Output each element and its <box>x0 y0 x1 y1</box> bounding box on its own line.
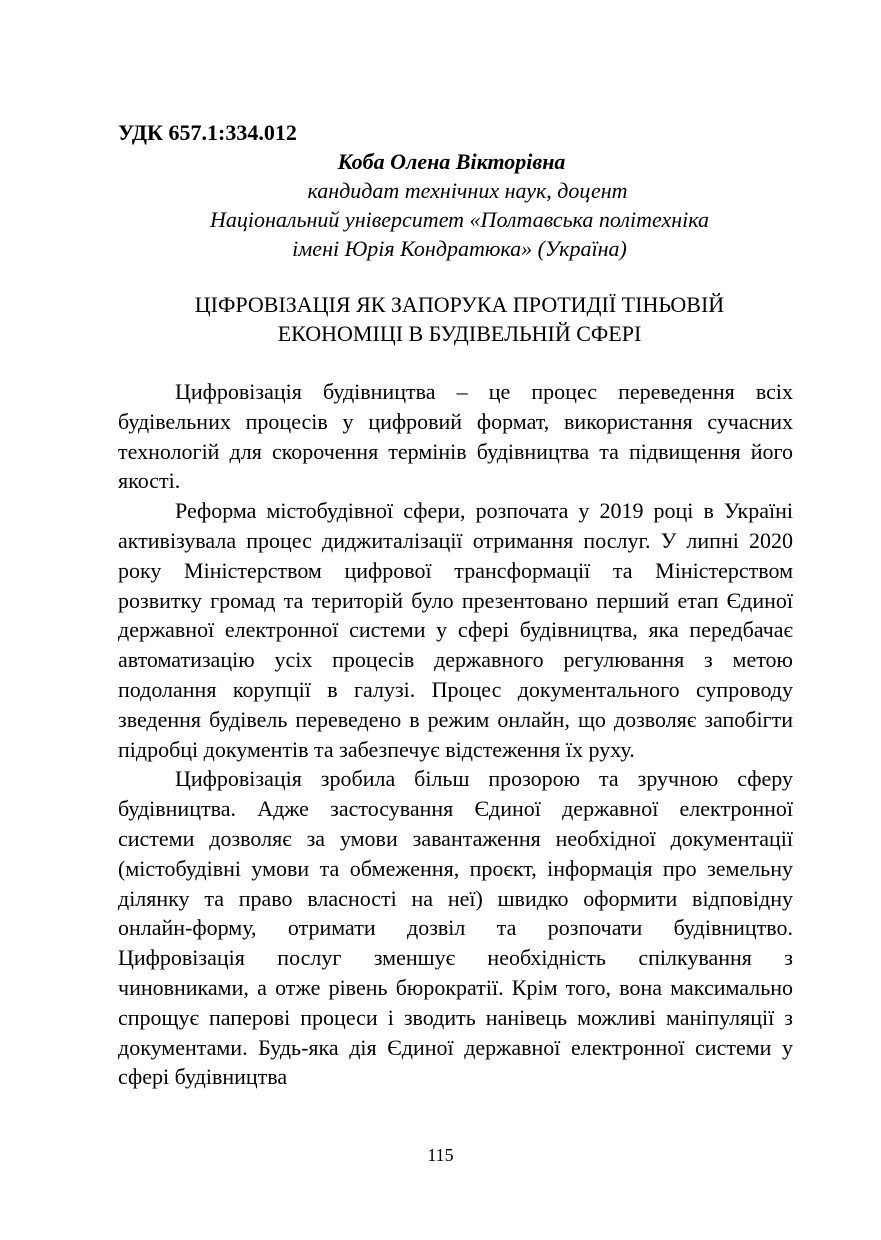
affiliation-line-2: імені Юрія Кондратюка» (Україна) <box>292 236 627 261</box>
paragraph-2: Реформа містобудівної сфери, розпочата у 2019 році в Україні активізувала процес диджиталізації отримання послуг. У липні 2020 року Міністерством цифрової трансформації та Міністерством розвитку громад та територій було презентовано перший етап Єдиної державної електронної системи у сфері будівництва, яка передбачає автоматизацію усіх процесів державного регулювання з метою подолання корупції в галузі. Процес документального супроводу зведення будівель переведено в режим онлайн, що дозволяє запобігти підробці документів та забезпечує відстеження їх руху. <box>118 498 793 762</box>
paper-title-line-1: ЦІФРОВІЗАЦІЯ ЯК ЗАПОРУКА ПРОТИДІЇ ТІНЬОВІЙ <box>194 292 725 317</box>
body-text <box>118 377 793 1092</box>
paper-title <box>118 290 801 348</box>
author-name: Коба Олена Вікторівна <box>337 149 566 174</box>
affiliation-line-1: Національний університет «Полтавська політехніка <box>210 207 709 232</box>
paragraph-3: Цифровізація зробила більш прозорою та зручною сферу будівництва. Адже застосування Єдиної державної електронної системи дозволяє за умови завантаження необхідної документації (містобудівні умови та обмеження, проєкт, інформація про земельну ділянку та право власності на неї) швидко оформити відповідну онлайн-форму, отримати дозвіл та розпочати будівництво. Цифровізація послуг зменшує необхідність спілкування з чиновниками, а отже рівень бюрократії. Крім того, вона максимально спрощує паперові процеси і зводить нанівець можливі маніпуляції з документами. Будь-яка дія Єдиної державної електронної системи у сфері будівництва <box>118 766 793 1090</box>
paragraph-1: Цифровізація будівництва – це процес переведення всіх будівельних процесів у цифровий формат, використання сучасних технологій для скорочення термінів будівництва та підвищення його якості. <box>118 379 793 494</box>
udc-code: УДК 657.1:334.012 <box>118 120 297 145</box>
paper-title-line-2: ЕКОНОМІЦІ В БУДІВЕЛЬНІЙ СФЕРІ <box>277 321 642 346</box>
page-number: 115 <box>427 1145 454 1165</box>
author-degree: кандидат технічних наук, доцент <box>307 178 628 203</box>
